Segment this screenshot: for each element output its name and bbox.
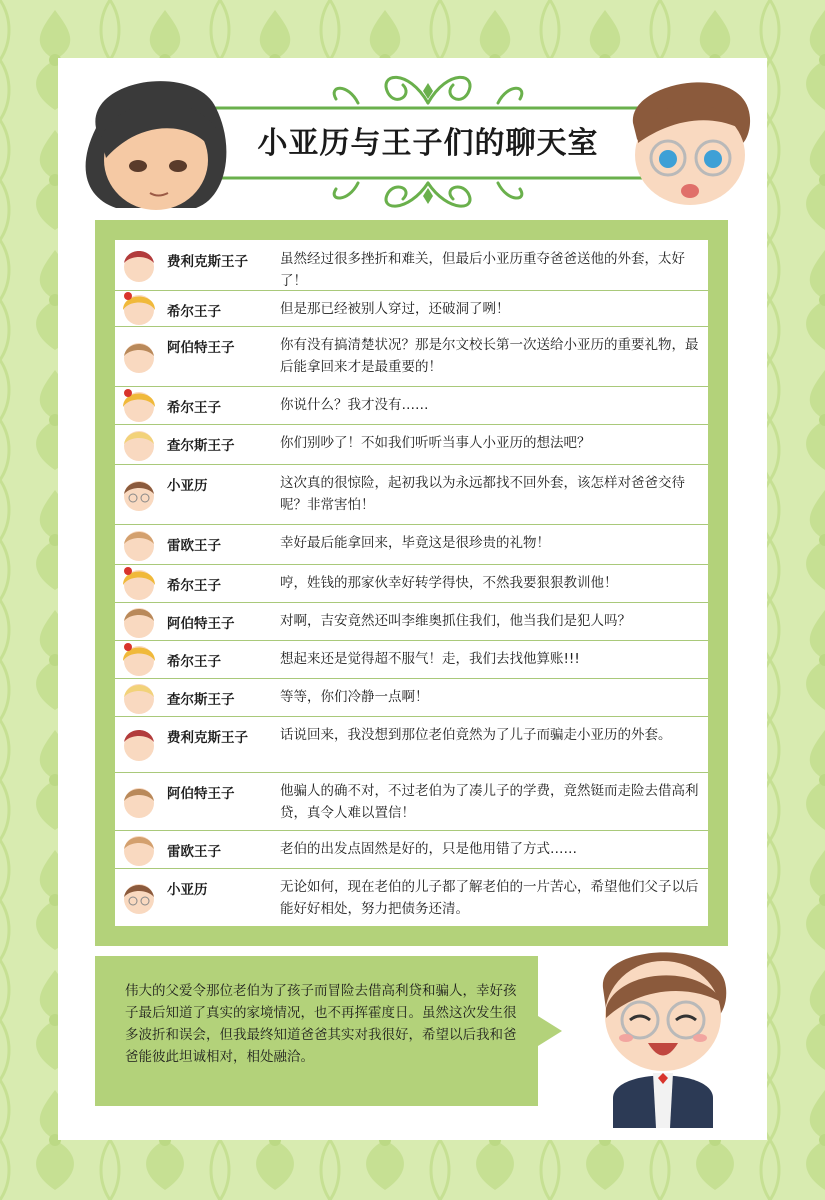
alex-glasses-avatar bbox=[613, 63, 763, 213]
speaker-name: 小亚历 bbox=[167, 478, 208, 494]
chat-row bbox=[115, 602, 708, 641]
charles-avatar bbox=[119, 677, 159, 717]
chat-row bbox=[115, 830, 708, 869]
chat-row bbox=[115, 424, 708, 465]
speaker-name: 希尔王子 bbox=[167, 654, 221, 670]
content-card bbox=[58, 58, 767, 1140]
speaker-name: 费利克斯王子 bbox=[167, 730, 248, 746]
chat-message: 想起来还是觉得超不服气！走，我们去找他算账!!! bbox=[280, 651, 580, 667]
speech-tail bbox=[538, 1016, 562, 1046]
speaker-name: 阿伯特王子 bbox=[167, 786, 235, 802]
speaker-name: 费利克斯王子 bbox=[167, 254, 248, 270]
chat-row bbox=[115, 386, 708, 425]
speaker-name: 希尔王子 bbox=[167, 304, 221, 320]
speaker-name: 雷欧王子 bbox=[167, 844, 221, 860]
chat-message: 无论如何，现在老伯的儿子都了解老伯的一片苦心，希望他们父子以后能好好相处，努力把债务还清。 bbox=[280, 879, 699, 917]
chat-row bbox=[115, 240, 708, 291]
speaker-name: 小亚历 bbox=[167, 882, 208, 898]
speaker-name: 希尔王子 bbox=[167, 578, 221, 594]
chat-row bbox=[115, 464, 708, 525]
chat-message: 哼，姓钱的那家伙幸好转学得快，不然我要狠狠教训他！ bbox=[280, 575, 618, 591]
felix-avatar bbox=[119, 245, 159, 285]
charles-avatar bbox=[119, 424, 159, 464]
chat-message: 幸好最后能拿回来，毕竟这是很珍贵的礼物！ bbox=[280, 535, 550, 551]
speaker-name: 阿伯特王子 bbox=[167, 616, 235, 632]
chat-row bbox=[115, 524, 708, 565]
speaker-name: 阿伯特王子 bbox=[167, 340, 235, 356]
alex-character-illustration bbox=[578, 928, 748, 1128]
hill-avatar bbox=[119, 639, 159, 679]
speaker-name: 雷欧王子 bbox=[167, 538, 221, 554]
chat-message: 这次真的很惊险，起初我以为永远都找不回外套，该怎样对爸爸交待呢？非常害怕！ bbox=[280, 475, 685, 513]
chat-row bbox=[115, 868, 708, 926]
chat-message: 话说回来，我没想到那位老伯竟然为了儿子而骗走小亚历的外套。 bbox=[280, 727, 672, 743]
chat-row bbox=[115, 716, 708, 773]
hill-avatar bbox=[119, 563, 159, 603]
chat-row bbox=[115, 564, 708, 603]
chat-message: 你们别吵了！不如我们听听当事人小亚历的想法吧？ bbox=[280, 435, 591, 451]
chat-row bbox=[115, 678, 708, 717]
alex-avatar bbox=[119, 877, 159, 917]
speaker-name: 希尔王子 bbox=[167, 400, 221, 416]
chat-message: 老伯的出发点固然是好的，只是他用错了方式…… bbox=[280, 841, 577, 857]
speaker-name: 查尔斯王子 bbox=[167, 692, 235, 708]
hill-avatar bbox=[119, 288, 159, 328]
chat-message: 但是那已经被别人穿过，还破洞了咧！ bbox=[280, 301, 510, 317]
chat-row bbox=[115, 640, 708, 679]
albert-avatar bbox=[119, 781, 159, 821]
chat-message: 对啊，吉安竟然还叫李维奥抓住我们，他当我们是犯人吗？ bbox=[280, 613, 631, 629]
chat-message: 等等，你们冷静一点啊！ bbox=[280, 689, 429, 705]
albert-avatar bbox=[119, 336, 159, 376]
dark-hair-prince-avatar bbox=[76, 68, 236, 218]
hill-avatar bbox=[119, 385, 159, 425]
speaker-name: 查尔斯王子 bbox=[167, 438, 235, 454]
chat-message: 虽然经过很多挫折和难关，但最后小亚历重夺爸爸送他的外套，太好了！ bbox=[280, 251, 685, 289]
chat-row bbox=[115, 772, 708, 831]
chat-message: 你有没有搞清楚状况？那是尔文校长第一次送给小亚历的重要礼物，最后能拿回来才是最重要的！ bbox=[280, 337, 699, 375]
chat-list bbox=[115, 240, 708, 926]
chat-message: 他骗人的确不对，不过老伯为了凑儿子的学费，竟然铤而走险去借高利贷，真令人难以置信！ bbox=[280, 783, 699, 821]
alex-avatar bbox=[119, 474, 159, 514]
albert-avatar bbox=[119, 601, 159, 641]
chat-row bbox=[115, 290, 708, 327]
summary-note bbox=[95, 956, 538, 1106]
leo-avatar bbox=[119, 829, 159, 869]
leo-avatar bbox=[119, 524, 159, 564]
page-title: 小亚历与王子们的聊天室 bbox=[257, 126, 599, 161]
summary-text: 伟大的父爱令那位老伯为了孩子而冒险去借高利贷和骗人，幸好孩子最后知道了真实的家境情况，也不再挥霍度日。虽然这次发生很多波折和误会，但我最终知道爸爸其实对我很好，希望以后我和爸爸能彼此坦诚相对，相处融洽。 bbox=[125, 983, 517, 1065]
felix-avatar bbox=[119, 724, 159, 764]
chat-row bbox=[115, 326, 708, 387]
chat-panel bbox=[95, 220, 728, 946]
chat-message: 你说什么？我才没有…… bbox=[280, 397, 429, 413]
header bbox=[58, 58, 767, 218]
